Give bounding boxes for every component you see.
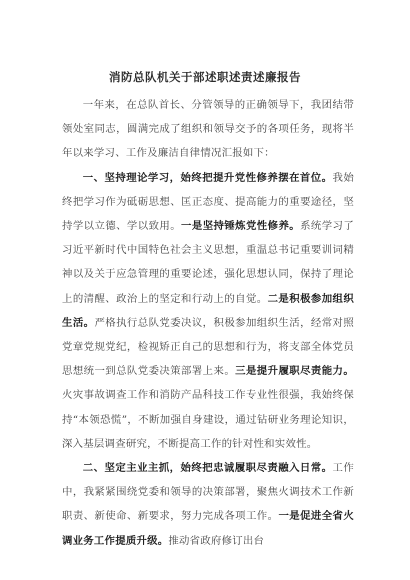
paragraph-text: 工作中，我紧紧围绕党委和领导的决策部署，聚焦火调技术工作新职责、新使命、新要求，努力完成各项工作。 bbox=[62, 462, 355, 523]
paragraph-text: 推动省政府修订出台 bbox=[168, 534, 265, 547]
paragraph bbox=[62, 456, 354, 553]
document-title: 消防总队机关于部述职述责述廉报告 bbox=[109, 70, 301, 84]
sub-point-heading: 一是坚持锤炼党性修养。 bbox=[181, 220, 301, 233]
paragraph bbox=[62, 93, 354, 166]
sub-point-heading: 一是促进全省火调业务工作提质升级。 bbox=[62, 510, 355, 547]
paragraph-text: 系统学习了习近平新时代中国特色社会主义思想，重温总书记重要训词精神以及关于应急管理的重要论述，强化思想认同，保持了理论上的清醒、政治上的坚定和行动上的自觉。 bbox=[62, 220, 355, 305]
section-heading: 二、坚定主业主抓，始终把忠诚履职尽责融入日常。 bbox=[82, 462, 333, 475]
paragraph bbox=[62, 166, 354, 456]
paragraph-text: 严格执行总队党委决议，积极参加组织生活，经常对照党章党规党纪，检视矫正自己的思想和行为，将支部全体党员思想统一到总队党委决策部署上来。 bbox=[62, 316, 355, 378]
section-heading: 一、坚持理论学习，始终把提升党性修养摆在首位。 bbox=[82, 171, 333, 184]
paragraph-text: 火灾事故调查工作和消防产品科技工作专业性很强，我始终保持“本领恐慌”，不断加强自身建设，通过钻研业务理论知识，深入基层调查研究，不断提高工作的针对性和实效性。 bbox=[62, 389, 354, 450]
paragraph-text: 我始终把学习作为砥砺思想、匡正态度、提高能力的重要途径，坚持学以立德、学以致用。 bbox=[62, 171, 355, 233]
sub-point-heading: 三是提升履职尽责能力。 bbox=[235, 365, 355, 378]
sub-point-heading: 二是积极参加组织生活。 bbox=[62, 292, 354, 329]
paragraph-text: 一年来，在总队首长、分管领导的正确领导下，我团结带领处室同志，圆满完成了组织和领导交予的各项任务，现将半年以来学习、工作及廉洁自律情况汇报如下： bbox=[62, 99, 354, 160]
document-body bbox=[62, 93, 354, 553]
